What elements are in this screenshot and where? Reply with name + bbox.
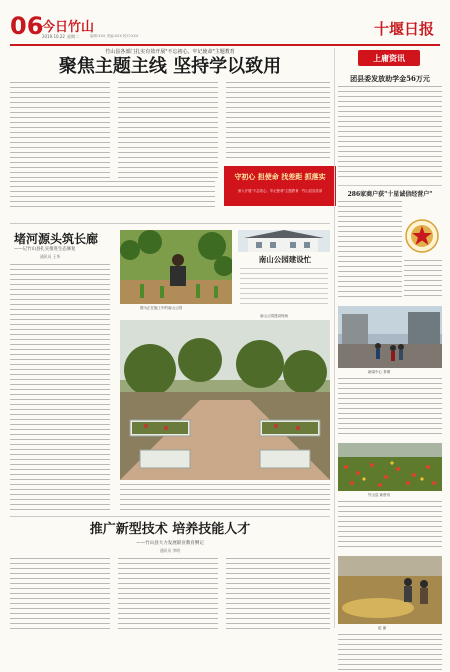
photo-caption-c: 赵 丽 [378, 626, 387, 630]
news-photo-workers [338, 556, 442, 624]
masthead [10, 14, 440, 46]
farmer-caption: 图为正在施工中的南山公园 [140, 306, 182, 310]
photo-farmer [120, 230, 232, 304]
dam-byline: 通讯员 王华 [40, 254, 61, 259]
nanshan-title: 南山公园建设忙 [258, 255, 312, 264]
issue-weekday: 星期二 [67, 34, 79, 39]
masthead-rule [10, 44, 440, 46]
photo-caption-b: 竹山县 新资讯 [368, 493, 391, 497]
photo-building [238, 230, 330, 252]
lead-story [10, 48, 330, 223]
section-title: 今日竹山 [42, 20, 95, 35]
slogan-banner [224, 166, 336, 206]
tech-subtitle: ——竹山县大力发展职业教育侧记 [136, 541, 204, 546]
tech-byline: 通讯员 李明 [159, 548, 181, 553]
news-photo-flowers [338, 443, 442, 491]
lead-title: 聚焦主题主线 坚持学以致用 [58, 56, 282, 77]
tech-title: 推广新型技术 培养技能人才 [89, 522, 251, 537]
paper-name: 十堰日报 [373, 20, 434, 38]
issue-date: 2019.10.22 [42, 34, 65, 39]
dam-subtitle: ——记竹山县扎实推进生态修复 [14, 247, 76, 252]
page-number: 06 [10, 12, 44, 40]
dam-title: 堵河源头筑长廊 [14, 232, 99, 246]
building-caption: 南山公园建设现场 [260, 314, 288, 318]
photo-caption-a: 新闻中心 青铜 [368, 370, 391, 374]
badge-emblem-icon [404, 218, 440, 254]
lead-kicker: 竹山县各部门扎实有效开展"不忘初心、牢记使命"主题教育 [105, 49, 235, 55]
info-box-label [358, 50, 420, 66]
slogan-text: 守初心 担使命 找差距 抓落实 [234, 172, 326, 181]
story-tech [10, 518, 330, 633]
story2-title: 286家商户获"十星诚信经营户" [347, 191, 433, 198]
edition-meta: 编辑:XXX 美编:XXX 校对:XXX [90, 34, 139, 38]
slogan-sub: 深入开展"不忘初心、牢记使命"主题教育 · 竹山县宣传部 [237, 189, 323, 193]
news-photo-street [338, 306, 442, 368]
right-column [338, 48, 442, 633]
photo-garden [120, 320, 330, 480]
story1-title: 团县委发放助学金56万元 [350, 74, 430, 83]
story-dam [10, 226, 330, 516]
info-box-label-text: 上庸资讯 [373, 53, 405, 63]
